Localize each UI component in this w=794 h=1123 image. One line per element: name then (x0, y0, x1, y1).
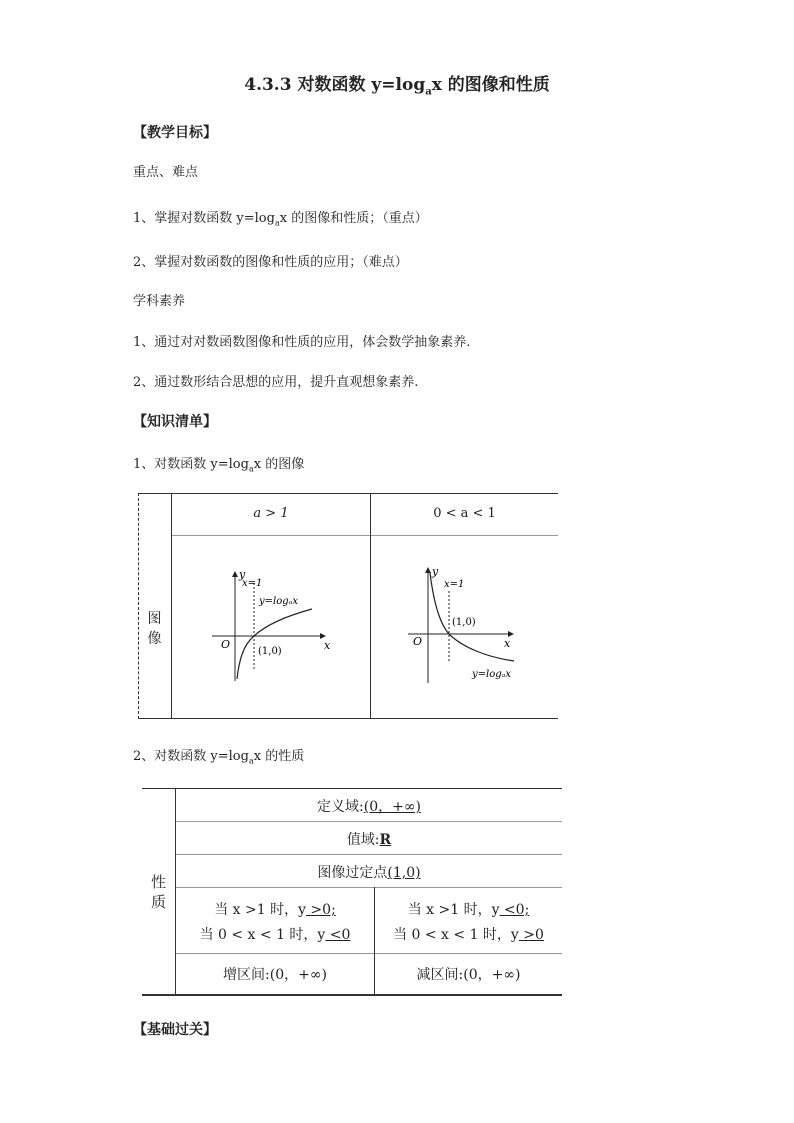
x-axis-label: x (324, 639, 331, 652)
key-points-label: 重点、难点 (133, 165, 199, 180)
literacy-label: 学科素养 (133, 294, 186, 309)
row-label-properties: 性 质 (150, 873, 166, 911)
x-axis-label: x (504, 637, 511, 650)
function-label: y=logₐx (472, 669, 512, 680)
x-equals-1-label: x=1 (444, 579, 465, 590)
range-row: 值域:R (346, 832, 392, 848)
item-1: 1、对数函数 $y=\log_ax$ 的图像 (133, 457, 305, 474)
sign-cell-decreasing: 当 x >1 时，y <0; 当 0 < x < 1 时，y >0 (393, 902, 544, 943)
literacy-1: 1、通过对对数函数图像和性质的应用，体会数学抽象素养. (133, 335, 471, 350)
page-title: 4.3.3 对数函数 $y=\log_ax$ 的图像和性质 (244, 75, 550, 98)
graph-table (138, 493, 558, 719)
y-axis-label: y (432, 565, 439, 578)
header-a-gt-1: a > 1 (253, 506, 289, 521)
log-graph-decreasing (404, 565, 534, 690)
sign-cell-increasing: 当 x >1 时，y >0; 当 0 < x < 1 时，y <0 (199, 902, 351, 943)
x-equals-1-label: x=1 (242, 578, 263, 589)
literacy-2: 2、通过数形结合思想的应用，提升直观想象素养. (133, 375, 419, 390)
basics-heading: 【基础过关】 (133, 1022, 217, 1038)
goals-heading: 【教学目标】 (133, 125, 217, 141)
origin-label: O (413, 635, 423, 648)
header-a-lt-1: 0 < a < 1 (433, 506, 496, 521)
function-label: y=logₐx (259, 596, 299, 607)
increasing-interval: 增区间:(0，+∞) (223, 967, 327, 983)
log-graph-increasing (208, 563, 338, 688)
goal-1: 1、掌握对数函数 $y=\log_ax$ 的图像和性质；（重点） (133, 211, 428, 228)
domain-row: 定义域:(0，+∞) (317, 799, 421, 815)
origin-label: O (221, 638, 231, 651)
point-label: (1,0) (452, 617, 476, 628)
item-2: 2、对数函数 $y=\log_ax$ 的性质 (133, 749, 305, 766)
row-label-image: 图 像 (147, 611, 162, 647)
properties-table (142, 788, 562, 996)
decreasing-interval: 减区间:(0，+∞) (416, 967, 521, 983)
goal-2: 2、掌握对数函数的图像和性质的应用；（难点） (133, 255, 408, 270)
fixed-point-row: 图像过定点(1,0) (317, 865, 421, 881)
point-label: (1,0) (258, 646, 282, 657)
y-axis-label: y (239, 568, 246, 581)
knowledge-heading: 【知识清单】 (133, 414, 217, 430)
